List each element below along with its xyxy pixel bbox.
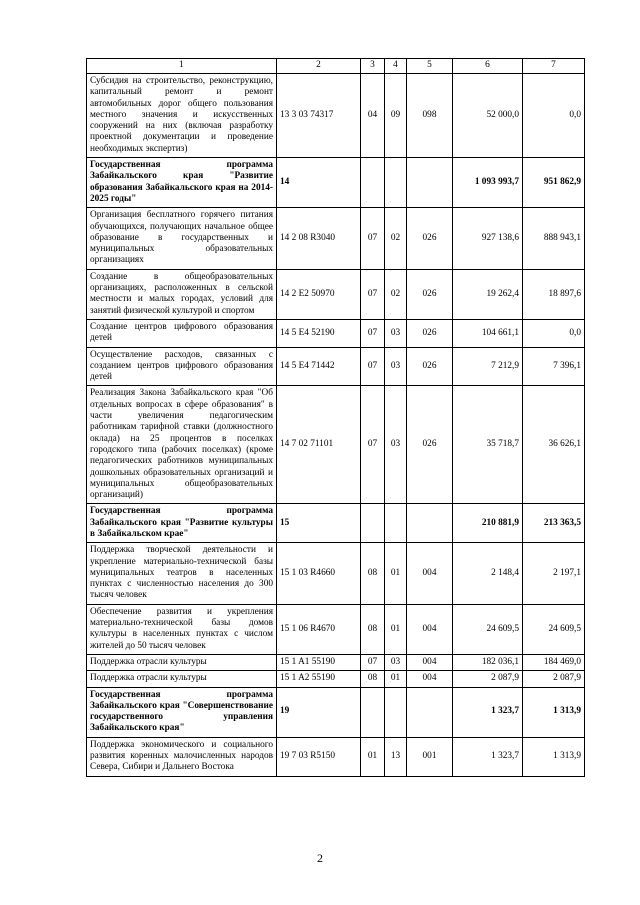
row-amount-1-cell: 52 000,0 <box>453 74 523 158</box>
row-type-cell: 001 <box>407 737 453 776</box>
row-code-cell: 15 1 A1 55190 <box>277 654 361 670</box>
row-code-cell: 15 1 A2 55190 <box>277 671 361 687</box>
row-amount-1-cell: 2 087,9 <box>453 671 523 687</box>
row-amount-2-cell: 2 087,9 <box>523 671 585 687</box>
row-subsection-cell: 01 <box>385 543 407 604</box>
table-row <box>87 687 585 737</box>
row-name-cell: Обеспечение развития и укрепления материально-технической базы домов культуры в населенных пунктах с числом жителей до 50 тысяч человек <box>87 604 277 654</box>
row-amount-1-cell: 210 881,9 <box>453 504 523 543</box>
row-code-cell: 14 2 08 R3040 <box>277 208 361 269</box>
row-section-cell: 07 <box>361 386 385 504</box>
table-row <box>87 737 585 776</box>
row-type-cell: 004 <box>407 671 453 687</box>
row-amount-1-cell: 7 212,9 <box>453 347 523 386</box>
row-amount-2-cell: 1 313,9 <box>523 687 585 737</box>
row-type-cell <box>407 504 453 543</box>
row-name-cell: Реализация Закона Забайкальского края "Об отдельных вопросах в сфере образования" в части увеличения педагогическим работникам тарифной ставки (должностного оклада) на 25 процентов в поселках городского типа (рабочих поселках) (кроме педагогических работников муниципальных дошкольных образовательных организаций и муниципальных общеобразовательных организаций) <box>87 386 277 504</box>
row-name-cell: Государственная программа Забайкальского края "Совершенствование государственного управления Забайкальского края" <box>87 687 277 737</box>
row-code-cell: 15 <box>277 504 361 543</box>
row-subsection-cell: 02 <box>385 269 407 319</box>
row-section-cell <box>361 158 385 208</box>
row-name-cell: Субсидия на строительство, реконструкцию, капитальный ремонт и ремонт автомобильных дорог общего пользования местного значения и искусственных сооружений на них (включая разработку проектной документации и проведение необходимых экспертиз) <box>87 74 277 158</box>
row-subsection-cell <box>385 687 407 737</box>
row-code-cell: 13 3 03 74317 <box>277 74 361 158</box>
row-amount-2-cell: 1 313,9 <box>523 737 585 776</box>
row-type-cell: 004 <box>407 654 453 670</box>
row-type-cell <box>407 158 453 208</box>
table-row <box>87 74 585 158</box>
row-amount-2-cell: 24 609,5 <box>523 604 585 654</box>
row-amount-1-cell: 927 138,6 <box>453 208 523 269</box>
row-section-cell: 08 <box>361 543 385 604</box>
row-amount-2-cell: 0,0 <box>523 74 585 158</box>
row-name-cell: Осуществление расходов, связанных с созданием центров цифрового образования детей <box>87 347 277 386</box>
row-type-cell: 004 <box>407 604 453 654</box>
row-type-cell: 026 <box>407 347 453 386</box>
table-row <box>87 208 585 269</box>
row-code-cell: 15 1 03 R4660 <box>277 543 361 604</box>
row-subsection-cell: 01 <box>385 671 407 687</box>
row-subsection-cell: 02 <box>385 208 407 269</box>
col-header: 2 <box>277 59 361 74</box>
row-type-cell: 098 <box>407 74 453 158</box>
row-code-cell: 14 7 02 71101 <box>277 386 361 504</box>
row-amount-2-cell: 888 943,1 <box>523 208 585 269</box>
row-subsection-cell: 09 <box>385 74 407 158</box>
col-header: 1 <box>87 59 277 74</box>
row-name-cell: Государственная программа Забайкальского края "Развитие культуры в Забайкальском крае" <box>87 504 277 543</box>
budget-table <box>86 58 585 777</box>
row-type-cell <box>407 687 453 737</box>
row-section-cell: 07 <box>361 654 385 670</box>
row-amount-1-cell: 104 661,1 <box>453 319 523 347</box>
row-type-cell: 004 <box>407 543 453 604</box>
row-amount-1-cell: 1 323,7 <box>453 687 523 737</box>
table-body <box>87 74 585 777</box>
row-section-cell: 08 <box>361 604 385 654</box>
row-amount-1-cell: 19 262,4 <box>453 269 523 319</box>
row-code-cell: 14 2 E2 50970 <box>277 269 361 319</box>
row-amount-1-cell: 182 036,1 <box>453 654 523 670</box>
row-subsection-cell <box>385 504 407 543</box>
table-row <box>87 654 585 670</box>
row-amount-2-cell: 7 396,1 <box>523 347 585 386</box>
row-name-cell: Поддержка экономического и социального развития коренных малочисленных народов Севера, Сибири и Дальнего Востока <box>87 737 277 776</box>
row-name-cell: Создание в общеобразовательных организациях, расположенных в сельской местности и малых городах, условий для занятий физической культурой и спортом <box>87 269 277 319</box>
table-row <box>87 504 585 543</box>
row-section-cell: 04 <box>361 74 385 158</box>
table-row <box>87 386 585 504</box>
row-name-cell: Поддержка творческой деятельности и укрепление материально-технической базы муниципальных театров в населенных пунктах с численностью населения до 300 тысяч человек <box>87 543 277 604</box>
row-section-cell <box>361 504 385 543</box>
row-amount-2-cell: 213 363,5 <box>523 504 585 543</box>
row-section-cell: 07 <box>361 319 385 347</box>
row-section-cell: 07 <box>361 208 385 269</box>
row-amount-1-cell: 2 148,4 <box>453 543 523 604</box>
row-name-cell: Организация бесплатного горячего питания обучающихся, получающих начальное общее образование в государственных и муниципальных образовательных организациях <box>87 208 277 269</box>
row-code-cell: 19 7 03 R5150 <box>277 737 361 776</box>
row-amount-1-cell: 1 323,7 <box>453 737 523 776</box>
row-subsection-cell: 03 <box>385 654 407 670</box>
row-section-cell: 01 <box>361 737 385 776</box>
row-subsection-cell: 01 <box>385 604 407 654</box>
col-header: 6 <box>453 59 523 74</box>
row-amount-2-cell: 18 897,6 <box>523 269 585 319</box>
table-row <box>87 319 585 347</box>
row-amount-1-cell: 35 718,7 <box>453 386 523 504</box>
row-subsection-cell: 03 <box>385 386 407 504</box>
row-section-cell: 07 <box>361 269 385 319</box>
page-number: 2 <box>317 851 323 865</box>
col-header: 7 <box>523 59 585 74</box>
col-header: 4 <box>385 59 407 74</box>
row-name-cell: Поддержка отрасли культуры <box>87 671 277 687</box>
col-header: 3 <box>361 59 385 74</box>
row-name-cell: Государственная программа Забайкальского края "Развитие образования Забайкальского края на 2014-2025 годы" <box>87 158 277 208</box>
row-type-cell: 026 <box>407 386 453 504</box>
row-section-cell: 08 <box>361 671 385 687</box>
table-row <box>87 671 585 687</box>
row-code-cell: 14 5 E4 52190 <box>277 319 361 347</box>
row-amount-2-cell: 36 626,1 <box>523 386 585 504</box>
row-code-cell: 15 1 06 R4670 <box>277 604 361 654</box>
row-name-cell: Создание центров цифрового образования детей <box>87 319 277 347</box>
row-subsection-cell: 03 <box>385 319 407 347</box>
col-header: 5 <box>407 59 453 74</box>
row-section-cell: 07 <box>361 347 385 386</box>
row-type-cell: 026 <box>407 269 453 319</box>
row-name-cell: Поддержка отрасли культуры <box>87 654 277 670</box>
header-row <box>87 59 585 74</box>
table-row <box>87 604 585 654</box>
row-type-cell: 026 <box>407 208 453 269</box>
row-code-cell: 14 5 E4 71442 <box>277 347 361 386</box>
row-subsection-cell: 13 <box>385 737 407 776</box>
table-row <box>87 158 585 208</box>
row-type-cell: 026 <box>407 319 453 347</box>
row-amount-2-cell: 184 469,0 <box>523 654 585 670</box>
table-row <box>87 543 585 604</box>
row-amount-1-cell: 24 609,5 <box>453 604 523 654</box>
row-section-cell <box>361 687 385 737</box>
table-row <box>87 347 585 386</box>
row-amount-2-cell: 2 197,1 <box>523 543 585 604</box>
row-subsection-cell: 03 <box>385 347 407 386</box>
row-amount-2-cell: 951 862,9 <box>523 158 585 208</box>
row-amount-1-cell: 1 093 993,7 <box>453 158 523 208</box>
row-code-cell: 14 <box>277 158 361 208</box>
row-subsection-cell <box>385 158 407 208</box>
table-row <box>87 269 585 319</box>
row-amount-2-cell: 0,0 <box>523 319 585 347</box>
row-code-cell: 19 <box>277 687 361 737</box>
